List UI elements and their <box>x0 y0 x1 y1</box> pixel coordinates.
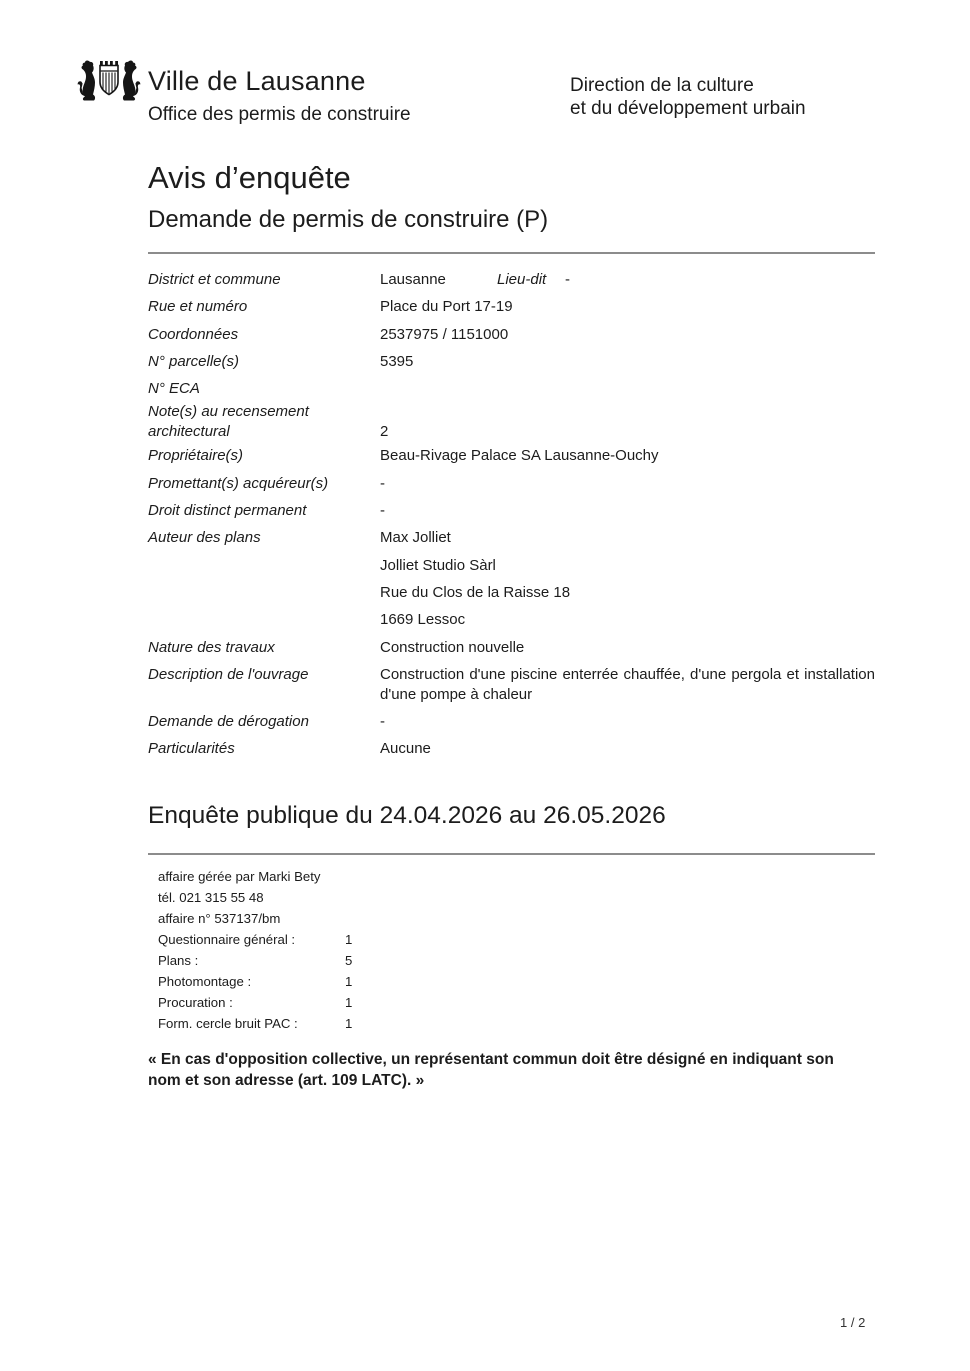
document-count-row <box>158 929 875 950</box>
enquete-section <box>148 800 875 1091</box>
field-value: Construction d'une piscine enterrée chauffée, d'une pergola et installation d'une pompe à chaleur <box>380 665 875 703</box>
field-value: 2537975 / 1151000 <box>380 325 509 343</box>
document-label: Plans : <box>158 953 199 968</box>
field-label: Nature des travaux <box>148 638 275 656</box>
document-label: Procuration : <box>158 995 233 1010</box>
page-subtitle: Demande de permis de construire (P) <box>148 206 549 233</box>
direction-line-1: Direction de la culture <box>570 75 754 96</box>
opposition-notice: « En cas d'opposition collective, un représentant commun doit être désigné en indiquant son nom et son adresse (art. 109 LATC). » <box>148 1051 834 1089</box>
divider <box>148 252 875 254</box>
document-count-row <box>158 971 875 992</box>
org-department: Office des permis de construire <box>148 104 411 125</box>
lausanne-coat-of-arms-icon <box>77 56 141 107</box>
field-value: 2 <box>380 423 389 441</box>
case-info <box>158 866 875 1034</box>
field-row-droit-distinct <box>148 497 875 524</box>
org-name: Ville de Lausanne <box>148 66 366 96</box>
enquete-title: Enquête publique du 24.04.2026 au 26.05.2026 <box>148 802 666 829</box>
field-row-proprietaire <box>148 442 875 469</box>
field-value: - <box>380 474 385 492</box>
field-row-auteur-plans <box>148 524 875 633</box>
field-label: Demande de dérogation <box>148 712 309 730</box>
field-label: Auteur des plans <box>148 529 261 547</box>
auteur-line: Rue du Clos de la Raisse 18 <box>380 583 571 601</box>
document-count: 1 <box>345 974 353 989</box>
field-row-parcelle <box>148 348 875 375</box>
field-row-promettant <box>148 470 875 497</box>
document-count-row <box>158 1013 875 1034</box>
district-value: Lausanne <box>380 271 446 288</box>
auteur-line: Jolliet Studio Sàrl <box>380 556 496 574</box>
field-value <box>380 266 875 293</box>
document-count-row <box>158 992 875 1013</box>
field-label: N° parcelle(s) <box>148 352 240 370</box>
direction-line-2: et du développement urbain <box>570 98 806 119</box>
field-row-rue-numero <box>148 293 875 320</box>
field-label: N° ECA <box>148 380 200 398</box>
direction-block <box>570 74 806 120</box>
document-count: 5 <box>345 953 353 968</box>
field-label: Promettant(s) acquéreur(s) <box>148 474 329 492</box>
field-value <box>380 375 875 402</box>
field-label: Droit distinct permanent <box>148 502 307 520</box>
details-table <box>148 266 875 762</box>
page-title: Avis d’enquête <box>148 160 351 195</box>
field-row-recensement <box>148 402 875 442</box>
field-row-derogation <box>148 708 875 735</box>
case-managed-by: affaire gérée par Marki Bety <box>158 869 321 884</box>
page-number: 1 / 2 <box>840 1315 866 1330</box>
field-label: Rue et numéro <box>148 298 248 316</box>
divider <box>148 853 875 855</box>
document-count: 1 <box>345 932 353 947</box>
field-value: Construction nouvelle <box>380 638 525 656</box>
document-label: Form. cercle bruit PAC : <box>158 1016 298 1031</box>
case-phone: tél. 021 315 55 48 <box>158 890 264 905</box>
field-row-eca <box>148 375 875 402</box>
lieu-dit-value: - <box>565 271 570 288</box>
field-value: 5395 <box>380 352 414 370</box>
document-count: 1 <box>345 995 353 1010</box>
field-row-coordonnees <box>148 321 875 348</box>
field-row-nature-travaux <box>148 634 875 661</box>
field-row-description-ouvrage <box>148 661 875 708</box>
document-count-row <box>158 950 875 971</box>
field-label: Note(s) au recensement architectural <box>148 403 309 441</box>
document-label: Photomontage : <box>158 974 252 989</box>
field-value: - <box>380 502 385 520</box>
field-label: Description de l'ouvrage <box>148 665 309 683</box>
document-label: Questionnaire général : <box>158 932 296 947</box>
field-label: Coordonnées <box>148 325 239 343</box>
field-value: Beau-Rivage Palace SA Lausanne-Ouchy <box>380 447 659 465</box>
auteur-line: 1669 Lessoc <box>380 611 466 629</box>
field-label: Particularités <box>148 740 235 758</box>
field-value: - <box>380 712 385 730</box>
field-value <box>380 524 875 633</box>
field-value: Place du Port 17-19 <box>380 298 513 316</box>
field-row-district-commune <box>148 266 875 293</box>
field-label: District et commune <box>148 271 281 288</box>
field-value: Aucune <box>380 740 431 758</box>
case-reference: affaire n° 537137/bm <box>158 911 281 926</box>
lieu-dit-label: Lieu-dit <box>497 271 547 288</box>
field-row-particularites <box>148 735 875 762</box>
auteur-line: Max Jolliet <box>380 529 451 547</box>
document-count: 1 <box>345 1016 353 1031</box>
field-label: Propriétaire(s) <box>148 447 244 465</box>
